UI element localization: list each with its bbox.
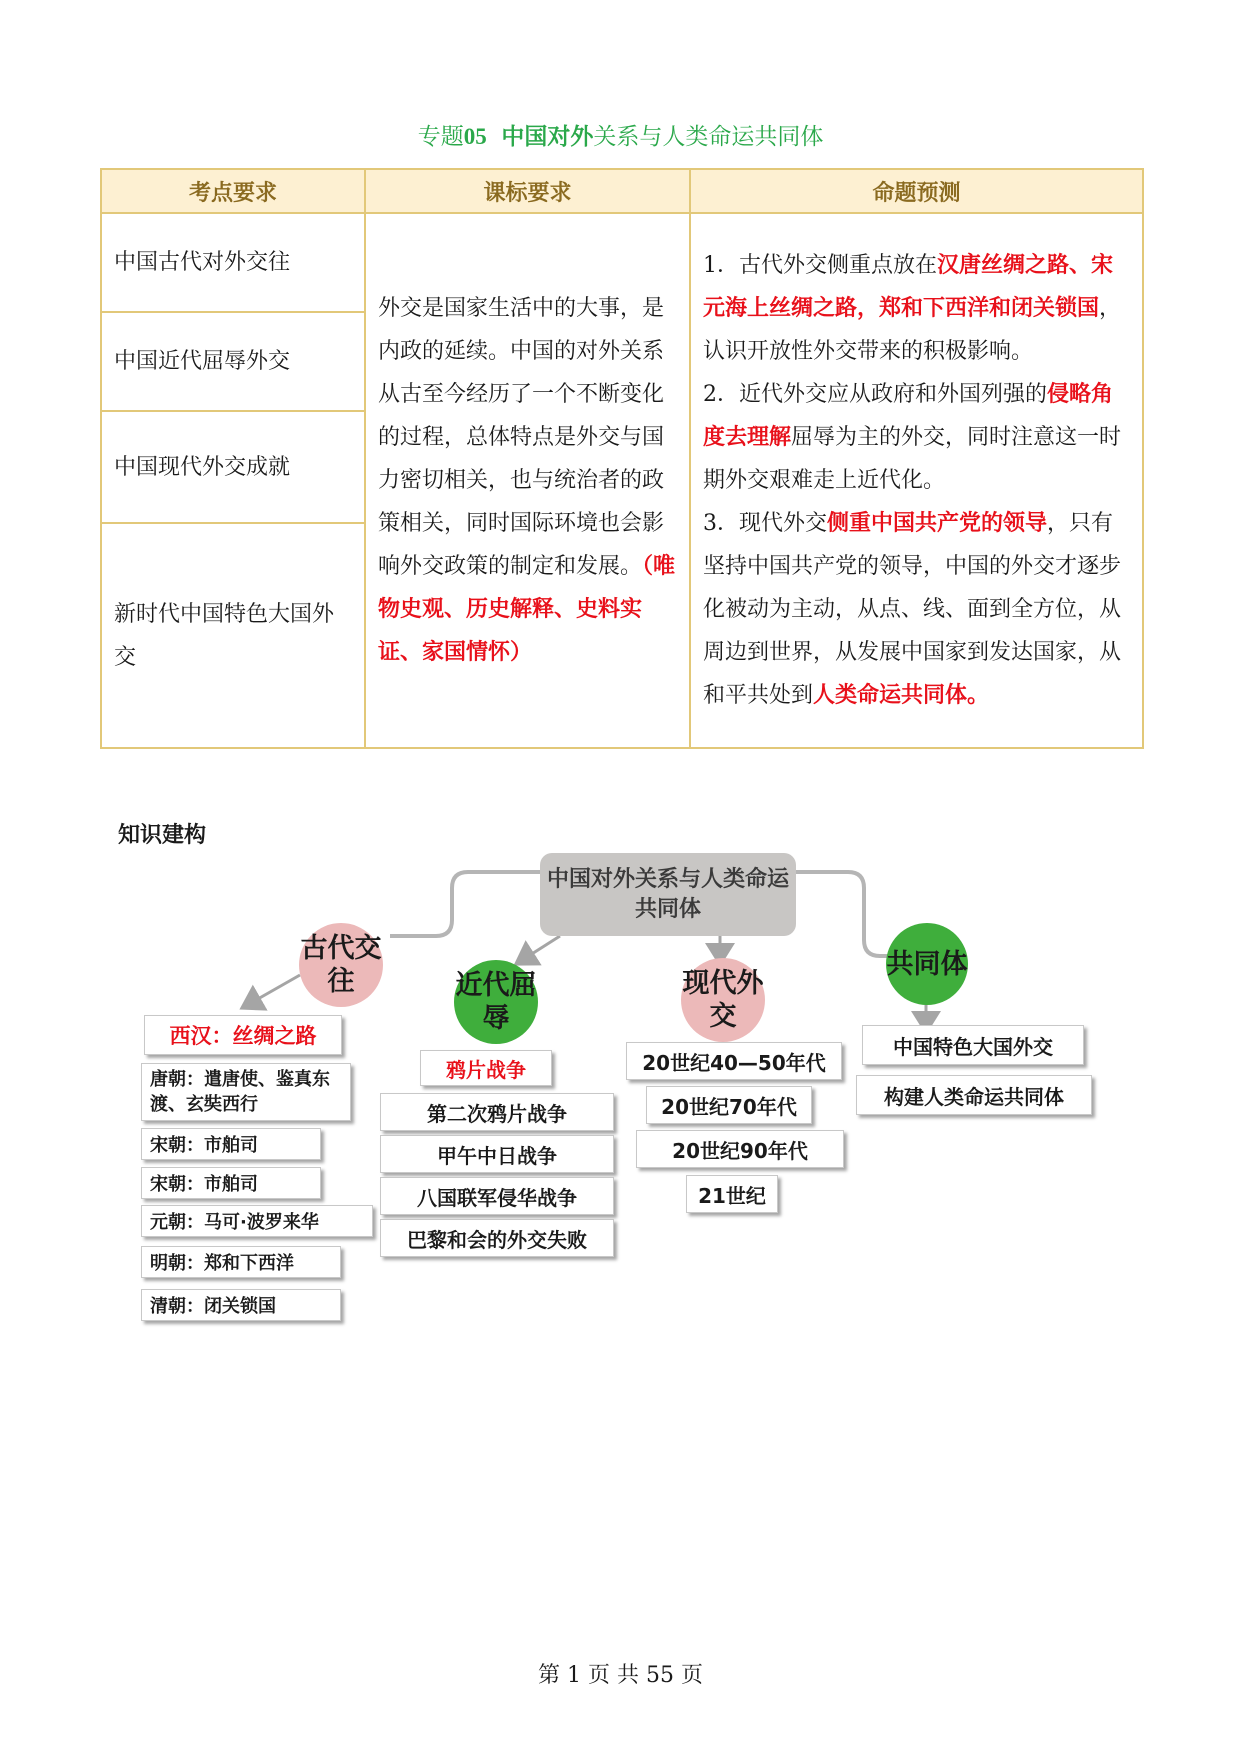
header-yuce: 命题预测 <box>690 169 1143 213</box>
page-footer: 第 1 页 共 55 页 <box>538 1663 703 1688</box>
branch-modern-early: 近代屈辱 <box>454 960 538 1044</box>
early-item: 第二次鸦片战争 <box>380 1093 614 1131</box>
ancient-item-tang: 唐朝：遣唐使、鉴真东渡、玄奘西行 <box>141 1063 351 1121</box>
ancient-item-yuan: 元朝：马可·波罗来华 <box>141 1205 373 1237</box>
yuce-1-emphasis: 汉唐丝绸之路、宋元海上丝绸之路，郑和下西洋和闭关锁国 <box>703 253 1114 321</box>
yuce-3-text: 3．现代外交 <box>703 511 827 536</box>
mindmap-root: 中国对外关系与人类命运共同体 <box>540 853 796 936</box>
title-prefix: 专题 <box>417 124 464 150</box>
section-title: 知识建构 <box>118 823 207 848</box>
yuce-2-text: 2．近代外交应从政府和外国列强的 <box>703 382 1047 407</box>
ancient-item-qing: 清朝：闭关锁国 <box>141 1289 341 1321</box>
ancient-item-song: 宋朝：市舶司 <box>141 1167 321 1199</box>
header-kaodian: 考点要求 <box>101 169 365 213</box>
ancient-item-song: 宋朝：市舶司 <box>141 1128 321 1160</box>
title-rest: 关系与人类命运共同体 <box>593 124 824 150</box>
modern-item: 20世纪40—50年代 <box>626 1042 842 1080</box>
yuce-3-tail: ，只有坚持中国共产党的领导，中国的外交才逐步化被动为主动，从点、线、面到全方位，从周边到世界，从发展中国家到发达国家，从和平共处到 <box>703 511 1122 708</box>
yuce-1-tail: ，认识开放性外交带来的积极影响。 <box>703 296 1122 364</box>
ancient-item-ming: 明朝：郑和下西洋 <box>141 1246 341 1278</box>
early-item: 八国联军侵华战争 <box>380 1177 614 1215</box>
modern-item: 20世纪70年代 <box>646 1086 812 1124</box>
yuce-1-text: 1．古代外交侧重点放在 <box>703 253 937 278</box>
branch-community: 共同体 <box>886 923 968 1005</box>
early-item: 巴黎和会的外交失败 <box>380 1219 614 1257</box>
arrow-to-modern-early <box>516 936 560 964</box>
early-item-highlight: 鸦片战争 <box>420 1050 552 1086</box>
community-item: 中国特色大国外交 <box>862 1025 1084 1065</box>
yuce-2-emphasis: 侵略角度去理解 <box>703 382 1114 450</box>
kebiao-emphasis: （唯物史观、历史解释、史料实证、家国情怀） <box>378 554 676 665</box>
title-number: 05 <box>463 124 487 149</box>
arrow-to-ancient-items <box>242 975 300 1008</box>
modern-item: 21世纪 <box>686 1175 778 1213</box>
connector-ancient <box>390 872 540 936</box>
early-item: 甲午中日战争 <box>380 1135 614 1173</box>
yuce-2-tail: 屈辱为主的外交，同时注意这一时期外交艰难走上近代化。 <box>703 425 1122 493</box>
kebiao-text: 外交是国家生活中的大事，是内政的延续。中国的对外关系从古至今经历了一个不断变化的过程，总体特点是外交与国力密切相关，也与统治者的政策相关，同时国际环境也会影响外交政策的制定和发展。 <box>378 296 665 579</box>
branch-modern: 现代外交 <box>681 958 765 1042</box>
yuce-3-emphasis-end: 人类命运共同体。 <box>813 683 990 708</box>
kaodian-modern: 中国现代外交成就 <box>101 411 365 523</box>
ancient-item-highlight: 西汉：丝绸之路 <box>144 1015 342 1055</box>
kaodian-new-era: 新时代中国特色大国外交 <box>101 523 365 748</box>
kaodian-ancient: 中国古代对外交往 <box>101 213 365 312</box>
modern-item: 20世纪90年代 <box>636 1130 844 1168</box>
community-item: 构建人类命运共同体 <box>856 1075 1092 1115</box>
connector-community <box>796 872 892 956</box>
kaodian-modern-early: 中国近代屈辱外交 <box>101 312 365 411</box>
branch-ancient: 古代交往 <box>299 923 383 1007</box>
title-bold: 中国对外 <box>501 124 594 150</box>
header-kebiao: 课标要求 <box>365 169 690 213</box>
yuce-3-emphasis: 侧重中国共产党的领导 <box>827 511 1048 536</box>
